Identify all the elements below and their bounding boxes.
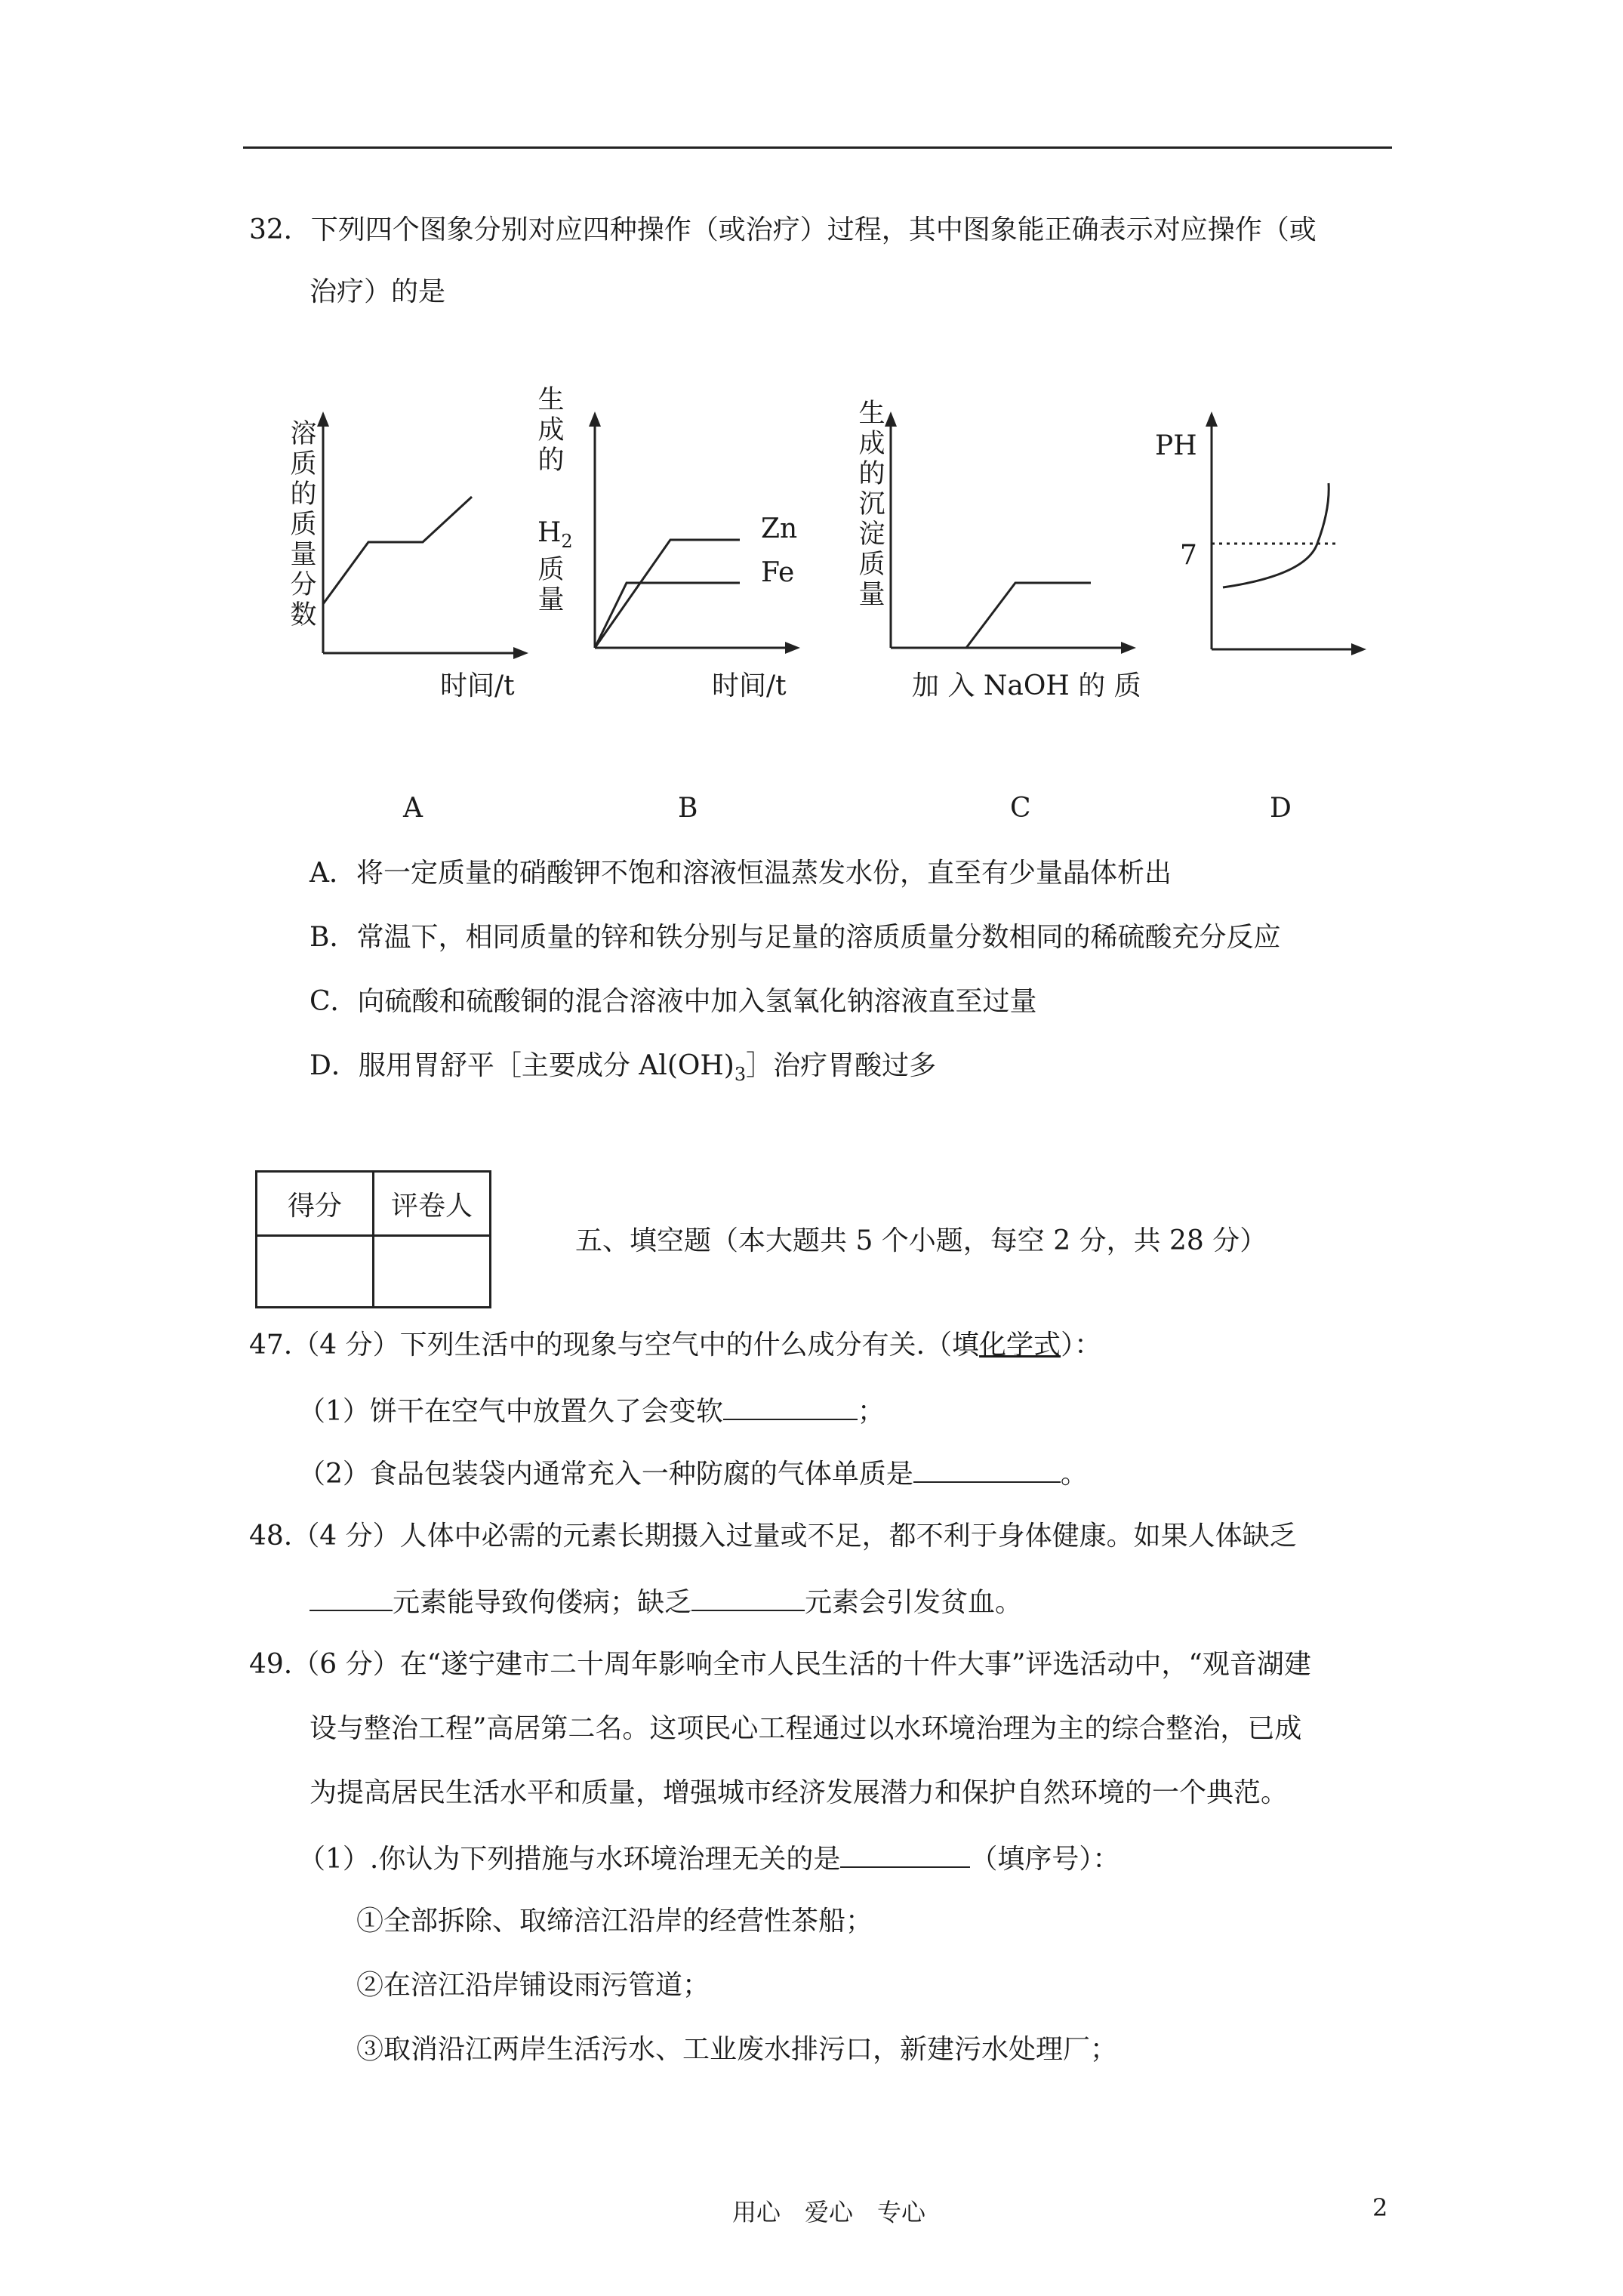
q48-line1: 48.（4 分）人体中必需的元素长期摄入过量或不足，都不利于身体健康。如果人体缺乏 (249, 1521, 1297, 1552)
q49-line2: 设与整治工程”高居第二名。这项民心工程通过以水环境治理为主的综合整治，已成 (310, 1713, 1302, 1744)
header-rule (243, 146, 1392, 149)
graph-d-caption: D (1270, 793, 1292, 824)
graph-c-ylabel: 生成的沉淀质量 (858, 399, 885, 610)
q49-item3: ③取消沿江两岸生活污水、工业废水排污口，新建污水处理厂； (356, 2034, 1118, 2065)
q49-item1: ①全部拆除、取缔涪江沿岸的经营性茶船； (356, 1906, 873, 1937)
score-cell (257, 1236, 374, 1308)
graph-d-ylabel: PH (1155, 430, 1197, 461)
series-zn-label: Zn (761, 513, 798, 544)
grader-header: 评卷人 (374, 1172, 491, 1236)
q32-line1: 32．下列四个图象分别对应四种操作（或治疗）过程，其中图象能正确表示对应操作（或 (249, 214, 1317, 245)
q47-answer-1[interactable] (723, 1393, 858, 1420)
graph-d-tick-7: 7 (1180, 540, 1197, 571)
graph-a-xlabel: 时间/t (440, 670, 515, 701)
graph-a-caption: A (403, 793, 423, 824)
q47-sub2: （2）食品包装袋内通常充入一种防腐的气体单质是 。 (298, 1456, 1088, 1491)
graph-b-ylabel-top: 生成的 (537, 385, 565, 476)
series-fe-label: Fe (761, 557, 795, 588)
q47-stem: 47.（4 分）下列生活中的现象与空气中的什么成分有关.（填化学式）： (249, 1330, 1102, 1361)
graph-c-xlabel: 加 入 NaOH 的 质 (912, 670, 1141, 701)
score-header: 得分 (257, 1172, 374, 1236)
page-number: 2 (1372, 2193, 1388, 2222)
grader-cell (374, 1236, 491, 1308)
graph-a-plot (302, 408, 544, 664)
q49-sub1: （1）.你认为下列措施与水环境治理无关的是 （填序号）： (298, 1841, 1119, 1876)
q49-item2: ②在涪江沿岸铺设雨污管道； (356, 1970, 710, 2001)
graph-b-ylabel-bottom: 质量 (537, 555, 565, 615)
option-b: B．常温下，相同质量的锌和铁分别与足量的溶质质量分数相同的稀硫酸充分反应 (310, 922, 1281, 953)
option-c: C．向硫酸和硫酸铜的混合溶液中加入氢氧化钠溶液直至过量 (310, 986, 1037, 1017)
q49-line3: 为提高居民生活水平和质量，增强城市经济发展潜力和保护自然环境的一个典范。 (310, 1777, 1289, 1808)
score-table (255, 1170, 491, 1308)
q32-line2: 治疗）的是 (310, 276, 446, 307)
graph-b-xlabel: 时间/t (712, 670, 787, 701)
graph-b-ylabel-h: $H_2$ (537, 517, 573, 553)
option-d: D．服用胃舒平［主要成分 $Al(OH)_3]$治疗胃酸过多 (310, 1050, 937, 1086)
q48-line2: 元素能导致佝偻病；缺乏 元素会引发贫血。 (310, 1584, 1022, 1620)
graph-c-caption: C (1010, 793, 1031, 824)
q48-answer-1[interactable] (310, 1584, 393, 1611)
q47-sub1: （1）饼干在空气中放置久了会变软 ； (298, 1393, 885, 1428)
graph-c-plot (876, 408, 1147, 664)
graph-b-caption: B (678, 793, 698, 824)
section-5-title: 五、填空题（本大题共 5 个小题，每空 2 分，共 28 分） (575, 1225, 1267, 1256)
footer-motto: 用心 爱心 专心 (732, 2198, 926, 2227)
series-zn-line (595, 540, 740, 648)
q49-line1: 49.（6 分）在“遂宁建市二十周年影响全市人民生活的十件大事”评选活动中，“观音湖建 (249, 1649, 1311, 1680)
graph-d-plot (1200, 408, 1374, 664)
q47-answer-2[interactable] (913, 1456, 1061, 1483)
q48-answer-2[interactable] (691, 1584, 805, 1611)
graph-a-ylabel: 溶质的质量分数 (290, 419, 317, 630)
option-a: A．将一定质量的硝酸钾不饱和溶液恒温蒸发水份，直至有少量晶体析出 (310, 858, 1172, 889)
q49-answer-1[interactable] (840, 1841, 970, 1868)
